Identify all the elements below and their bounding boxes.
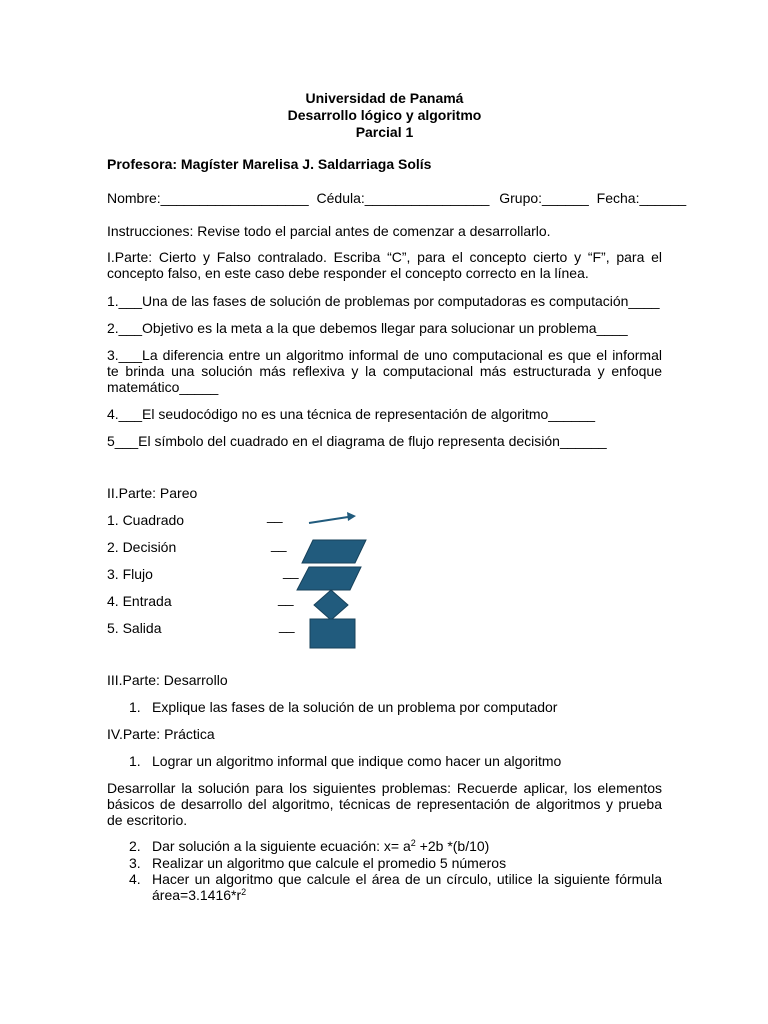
parallelogram-shape [297, 567, 361, 590]
parallelogram-shape [302, 540, 366, 563]
pareo-item-entrada: 4. Entrada [107, 593, 172, 609]
list-text: Lograr un algoritmo informal que indique como hacer un algoritmo [152, 753, 562, 769]
pareo-blank: __ [271, 536, 287, 552]
group-field: Grupo:______ [499, 190, 589, 206]
list-number: 1. [129, 699, 141, 715]
arrow-icon [309, 512, 356, 523]
pareo-item-decision: 2. Decisión [107, 539, 177, 555]
superscript: 2 [241, 887, 247, 897]
part3-title: III.Parte: Desarrollo [107, 672, 228, 688]
pareo-item-salida: 5. Salida [107, 620, 162, 636]
professor-line: Profesora: Magíster Marelisa J. Saldarriaga Solís [107, 156, 432, 172]
pareo-item-flujo: 3. Flujo [107, 566, 153, 582]
list-number: 4. [129, 871, 141, 887]
part2-title: II.Parte: Pareo [107, 485, 198, 501]
rectangle-shape [310, 619, 355, 648]
list-number: 1. [129, 753, 141, 769]
diamond-shape [314, 590, 348, 620]
pareo-blank: __ [283, 563, 299, 579]
pareo-blank: __ [279, 617, 295, 633]
part1-title: I.Parte: Cierto y Falso contralado. Escriba “C”, para el concepto cierto y “F”, para el concepto falso, en este caso debe responder el concepto correcto en la línea. [107, 249, 662, 281]
pareo-blank: __ [278, 590, 294, 606]
part1-item: 4.___El seudocódigo no es una técnica de representación de algoritmo______ [107, 406, 596, 422]
instructions: Instrucciones: Revise todo el parcial antes de comenzar a desarrollarlo. [107, 223, 551, 239]
list-number: 2. [129, 838, 141, 854]
problem-text: Realizar un algoritmo que calcule el promedio 5 números [152, 855, 507, 871]
course-name: Desarrollo lógico y algoritmo [287, 107, 482, 123]
university-name: Universidad de Panamá [305, 90, 464, 106]
exam-title: Parcial 1 [355, 124, 414, 140]
part1-item: 3.___La diferencia entre un algoritmo informal de uno computacional es que el informal te brinda una solución más reflexiva y la computacional más estructurada y enfoque matemático_____ [107, 347, 662, 395]
part1-item: 2.___Objetivo es la meta a la que debemos llegar para solucionar un problema____ [107, 320, 628, 336]
problem-text: Dar solución a la siguiente ecuación: x= a [152, 838, 411, 854]
part4-intro: Desarrollar la solución para los siguientes problemas: Recuerde aplicar, los elementos básicos de desarrollo del algoritmo, técnicas de representación de algoritmos y prueba de escritorio. [107, 780, 662, 828]
list-number: 3. [129, 855, 141, 871]
date-field: Fecha:______ [596, 190, 687, 206]
part1-item: 1.___Una de las fases de solución de problemas por computadoras es computación____ [107, 293, 660, 309]
list-text: Explique las fases de la solución de un problema por computador [152, 699, 558, 715]
problem-text: Hacer un algoritmo que calcule el área de un círculo, utilice la siguiente fórmula área=3.1416*r [152, 871, 662, 903]
part1-item: 5___El símbolo del cuadrado en el diagrama de flujo representa decisión______ [107, 433, 607, 449]
pareo-item-cuadrado: 1. Cuadrado [107, 512, 185, 528]
problem-text-tail: +2b *(b/10) [415, 838, 490, 854]
name-field: Nombre:___________________ [107, 190, 309, 206]
id-field: Cédula:________________ [316, 190, 490, 206]
pareo-blank: __ [267, 507, 283, 523]
part4-title: IV.Parte: Práctica [107, 726, 215, 742]
superscript: 2 [410, 838, 416, 848]
